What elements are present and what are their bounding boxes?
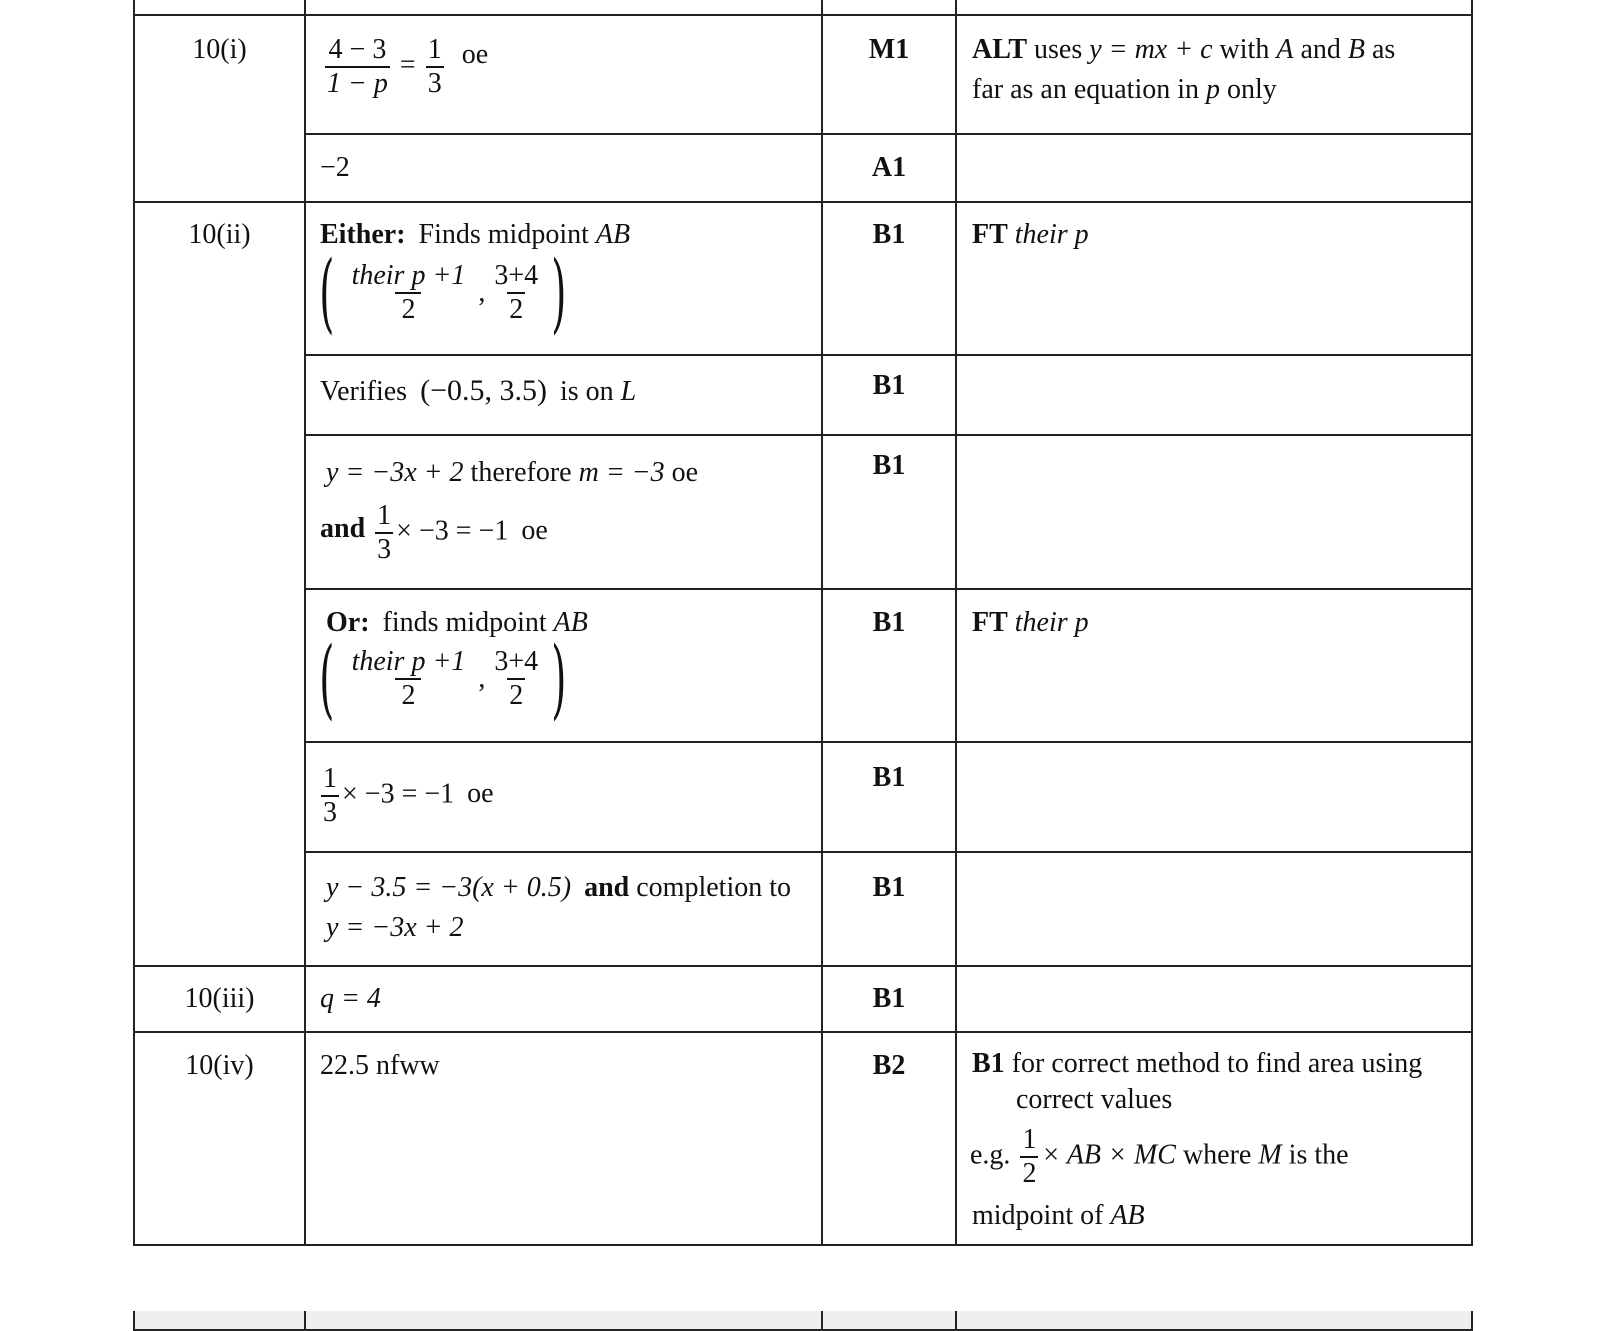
numerator: 1 <box>427 34 442 65</box>
guidance-text: with <box>1212 34 1277 65</box>
guidance-example <box>970 1124 1465 1190</box>
guidance-text: far as an equation in <box>972 74 1207 105</box>
right-paren: ) <box>551 243 567 343</box>
variable: p <box>1206 74 1221 105</box>
guidance-cell <box>972 1196 1467 1236</box>
guidance-text: uses <box>1027 34 1090 65</box>
mark-cell <box>823 1046 955 1086</box>
equation: × −3 = −1 <box>342 778 455 810</box>
numerator: 1 <box>377 500 392 531</box>
guidance-text: correct values <box>1016 1084 1173 1115</box>
oe-text: oe <box>664 457 699 488</box>
answer-text: therefore <box>463 457 579 488</box>
segment-label: AB <box>595 219 631 250</box>
point-label: A <box>1276 34 1294 65</box>
fraction <box>346 646 472 712</box>
mark-text: B1 <box>872 762 906 793</box>
answer-cell <box>326 603 816 643</box>
answer-cell <box>320 979 810 1019</box>
answer-text: finds midpoint <box>382 607 554 638</box>
left-paren: ( <box>319 629 335 729</box>
and-label: and <box>584 872 630 903</box>
point: (−0.5, 3.5) <box>420 374 547 407</box>
denominator: 3 <box>427 68 442 99</box>
fraction <box>492 260 540 326</box>
midpoint-expression <box>318 243 808 343</box>
numerator: their p +1 <box>351 260 466 291</box>
mark-cell <box>823 148 955 188</box>
mark-text: A1 <box>871 152 907 183</box>
row-rule <box>304 354 1473 356</box>
denominator: 2 <box>509 680 524 711</box>
segment-label: AB <box>1110 1200 1145 1231</box>
answer-cell <box>320 500 810 566</box>
col-rule <box>304 0 306 1246</box>
ft-label: FT <box>972 219 1008 250</box>
comma: , <box>478 663 486 694</box>
guidance-text: their p <box>1014 219 1089 250</box>
question-number <box>135 215 304 255</box>
answer-text: −2 <box>320 152 350 183</box>
numerator: 1 <box>1022 1124 1037 1155</box>
equals: = <box>399 49 416 81</box>
guidance-text: is the <box>1281 1139 1349 1171</box>
comma: , <box>478 277 486 308</box>
midpoint-expression <box>318 629 808 729</box>
mark-text: B1 <box>872 983 906 1014</box>
answer-text: q = 4 <box>320 983 381 1014</box>
guidance-text: for correct method to find area using <box>1004 1048 1423 1079</box>
mark-cell <box>823 868 955 908</box>
row-rule <box>133 965 1473 967</box>
row-rule <box>304 741 1473 743</box>
b1-label: B1 <box>972 1048 1005 1079</box>
question-number-text: 10(iv) <box>185 1050 254 1081</box>
denominator: 1 − p <box>327 68 388 99</box>
col-rule <box>133 1311 135 1331</box>
fraction <box>375 500 393 566</box>
ft-label: FT <box>972 607 1008 638</box>
equation: y = −3x + 2 <box>326 912 464 943</box>
either-label: Either: <box>320 219 406 250</box>
question-number-text: 10(iii) <box>184 983 255 1014</box>
question-number-text: 10(ii) <box>188 219 251 250</box>
mark-text: B1 <box>872 872 906 903</box>
expression: × AB × MC <box>1041 1139 1176 1171</box>
mark-cell <box>823 603 955 643</box>
equation: y = mx + c <box>1089 34 1213 65</box>
mark-cell <box>823 979 955 1019</box>
guidance-text: their p <box>1014 607 1089 638</box>
denominator: 3 <box>323 797 337 828</box>
fraction <box>325 34 390 100</box>
col-rule <box>955 1311 957 1331</box>
answer-cell <box>326 868 816 948</box>
mark-text: M1 <box>868 34 910 65</box>
question-number <box>135 979 304 1019</box>
denominator: 2 <box>395 292 421 326</box>
answer-cell <box>322 34 812 100</box>
row-rule <box>304 434 1473 436</box>
guidance-cell <box>972 30 1467 110</box>
guidance-text: and <box>1293 34 1348 65</box>
answer-cell <box>326 453 816 493</box>
row-rule <box>304 851 1473 853</box>
numerator: 3+4 <box>494 646 539 677</box>
guidance-text: midpoint of <box>972 1200 1111 1231</box>
left-paren: ( <box>319 243 335 343</box>
eg-text: e.g. <box>970 1139 1011 1171</box>
guidance-text: where <box>1175 1139 1259 1171</box>
guidance-text: only <box>1220 74 1277 105</box>
fraction <box>346 260 472 326</box>
col-rule <box>1471 0 1473 1246</box>
mark-cell <box>823 366 955 406</box>
question-number <box>135 1046 304 1086</box>
mark-text: B1 <box>872 219 906 250</box>
oe-text: oe <box>521 515 548 547</box>
equation: y − 3.5 = −3(x + 0.5) <box>326 872 572 903</box>
fraction <box>426 34 444 100</box>
answer-cell <box>318 763 808 829</box>
row-rule <box>133 201 1473 203</box>
col-rule <box>304 1311 306 1331</box>
answer-cell <box>320 148 810 188</box>
point-label: M <box>1258 1139 1282 1171</box>
fraction <box>492 646 540 712</box>
col-rule <box>821 1311 823 1331</box>
guidance-cell <box>972 1046 1467 1118</box>
or-label: Or: <box>326 607 370 638</box>
col-rule <box>1471 1311 1473 1331</box>
equation: y = −3x + 2 <box>326 457 464 488</box>
oe-text: oe <box>461 39 489 71</box>
point-label: B <box>1347 34 1365 65</box>
answer-text: Verifies <box>320 376 408 407</box>
alt-label: ALT <box>972 34 1028 65</box>
equation: × −3 = −1 <box>396 515 509 547</box>
row-rule <box>133 14 1473 16</box>
guidance-text: as <box>1364 34 1396 65</box>
line-label: L <box>620 376 637 407</box>
numerator: 4 − 3 <box>328 34 387 65</box>
answer-text: completion to <box>629 872 792 903</box>
guidance-cell <box>972 215 1467 255</box>
fraction <box>1020 1124 1038 1190</box>
answer-cell <box>320 1046 810 1086</box>
denominator: 2 <box>509 294 524 325</box>
answer-text: is on <box>559 376 621 407</box>
right-paren: ) <box>551 629 567 729</box>
mark-cell <box>823 758 955 798</box>
mark-cell <box>823 215 955 255</box>
row-rule <box>304 588 1473 590</box>
numerator: 3+4 <box>494 260 539 291</box>
mark-text: B2 <box>872 1050 906 1081</box>
row-rule <box>304 133 1473 135</box>
mark-text: B1 <box>872 370 906 401</box>
denominator: 2 <box>395 678 421 712</box>
guidance-cell <box>972 603 1467 643</box>
mark-text: B1 <box>872 450 906 481</box>
mark-cell <box>823 30 955 70</box>
equation: m = −3 <box>578 457 665 488</box>
fraction <box>321 763 339 829</box>
row-rule <box>133 1031 1473 1033</box>
mark-text: B1 <box>872 607 906 638</box>
next-table-header <box>135 1311 1471 1329</box>
answer-cell <box>320 371 810 412</box>
denominator: 2 <box>1022 1158 1037 1189</box>
question-number <box>135 30 304 70</box>
row-rule <box>133 1244 1473 1246</box>
col-rule <box>955 0 957 1246</box>
denominator: 3 <box>377 534 392 565</box>
and-label: and <box>320 513 366 545</box>
numerator: 1 <box>323 763 337 794</box>
question-number-text: 10(i) <box>192 34 247 65</box>
mark-cell <box>823 446 955 486</box>
oe-text: oe <box>467 778 494 810</box>
answer-text: 22.5 nfww <box>320 1050 440 1081</box>
answer-text: Finds midpoint <box>418 219 596 250</box>
numerator: their p +1 <box>351 646 466 677</box>
segment-label: AB <box>553 607 588 638</box>
